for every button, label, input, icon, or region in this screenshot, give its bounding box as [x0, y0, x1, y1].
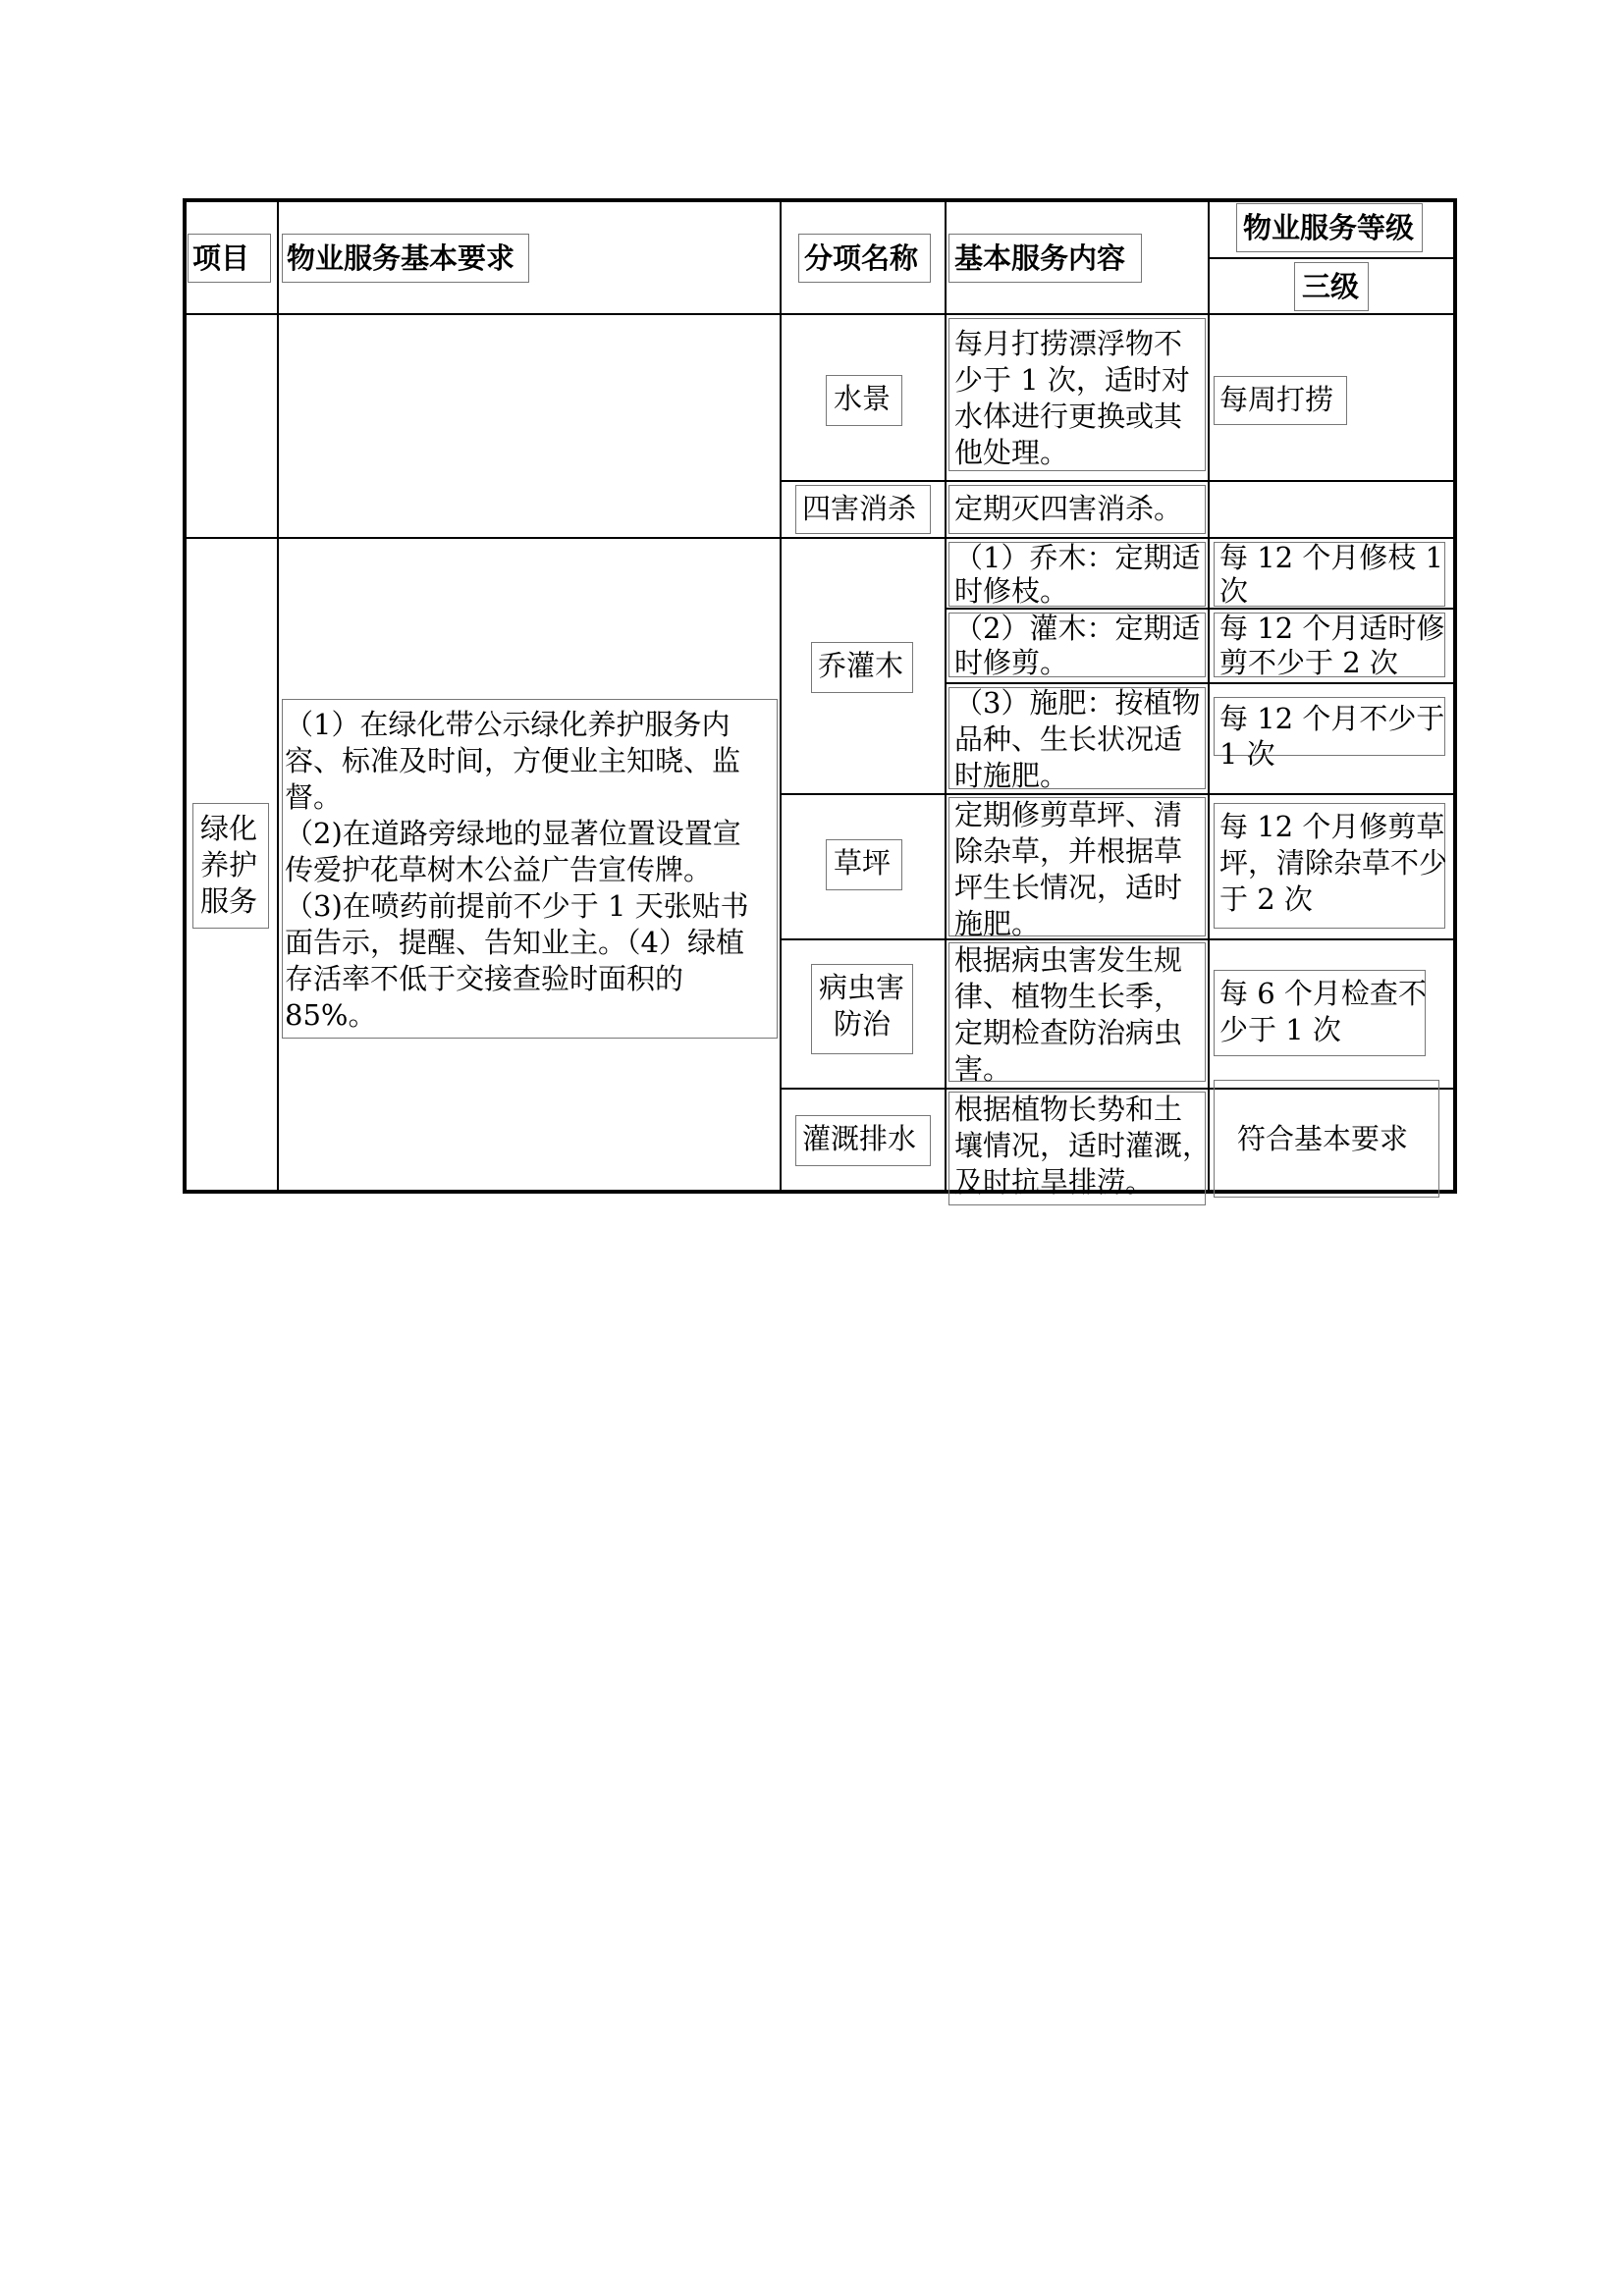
header-item-name: 分项名称	[804, 241, 919, 275]
content-pest-control-line: 律、植物生长季，	[954, 980, 1183, 1013]
level-trees-1-line: 次	[1219, 574, 1249, 608]
content-trees-3-line: 时施肥。	[954, 759, 1069, 792]
item-pest-control-line: 病虫害	[819, 971, 905, 1004]
project-greening-line: 服务	[200, 884, 258, 918]
content-lawn-line: 除杂草，并根据草	[954, 834, 1183, 868]
content-trees-2-line: 时修剪。	[954, 646, 1069, 679]
header-grade: 物业服务等级	[1243, 211, 1415, 244]
content-trees-3-line: 品种、生长状况适	[954, 722, 1183, 756]
header-bottom-line	[183, 313, 1457, 315]
section-divider	[183, 537, 1457, 539]
level-irrigation: 符合基本要求	[1237, 1122, 1409, 1155]
col-divider-3	[945, 198, 947, 1194]
requirements-greening-line: 面告示，提醒、告知业主。（4）绿植	[285, 926, 744, 959]
service-standard-table	[183, 198, 1457, 1199]
content-water-line: 少于 1 次，适时对	[954, 363, 1190, 397]
water-row-divider	[780, 480, 1457, 482]
level-trees-3-line: 每 12 个月不少于	[1219, 702, 1445, 735]
col-divider-2	[780, 198, 782, 1194]
content-water-line: 他处理。	[954, 436, 1069, 469]
project-greening-line: 绿化	[200, 812, 258, 845]
level-pest-control-line: 每 6 个月检查不	[1219, 977, 1427, 1010]
requirements-greening-line: （1）在绿化带公示绿化养护服务内	[285, 708, 731, 741]
requirements-greening-line: 存活率不低于交接查验时面积的	[285, 962, 684, 995]
content-pest-control-line: 根据病虫害发生规	[954, 943, 1183, 977]
content-lawn-line: 施肥。	[954, 907, 1041, 940]
header-project: 项目	[192, 241, 250, 275]
level-trees-1-line: 每 12 个月修枝 1	[1219, 541, 1444, 574]
level-trees-3-line: 1 次	[1219, 737, 1275, 771]
item-water: 水景	[834, 382, 892, 415]
header-requirements: 物业服务基本要求	[287, 241, 515, 275]
level-water: 每周打捞	[1219, 383, 1334, 416]
table-border-top	[183, 198, 1457, 202]
item-lawn: 草坪	[834, 846, 892, 880]
grade-header-divider	[1208, 257, 1457, 259]
header-content: 基本服务内容	[954, 241, 1126, 275]
table-border-right	[1453, 198, 1457, 1194]
content-trees-3-line: （3）施肥：按植物	[954, 686, 1201, 720]
col-divider-1	[277, 198, 279, 1194]
level-trees-2-line: 剪不少于 2 次	[1219, 646, 1398, 679]
content-trees-2-line: （2）灌木：定期适	[954, 612, 1201, 645]
content-trees-1-line: （1）乔木：定期适	[954, 541, 1201, 574]
content-trees-1-line: 时修枝。	[954, 574, 1069, 608]
shrub-row-divider	[780, 793, 1457, 795]
requirements-greening-line: 督。	[285, 780, 343, 814]
requirements-greening-line: 容、标准及时间，方便业主知晓、监	[285, 744, 741, 777]
level-lawn-line: 坪，清除杂草不少	[1219, 846, 1448, 880]
item-pest-kill: 四害消杀	[802, 492, 917, 525]
level-trees-2-line: 每 12 个月适时修	[1219, 612, 1445, 645]
shrub-sub-divider-2	[945, 682, 1457, 684]
content-irrigation-line: 及时抗旱排涝。	[954, 1165, 1155, 1199]
requirements-greening-line: 85%。	[285, 998, 377, 1032]
item-irrigation: 灌溉排水	[802, 1122, 917, 1155]
item-trees: 乔灌木	[818, 649, 904, 682]
content-irrigation-line: 根据植物长势和土	[954, 1093, 1183, 1126]
requirements-greening-line: （2)在道路旁绿地的显著位置设置宣	[285, 817, 741, 850]
content-irrigation-line: 壤情况，适时灌溉，	[954, 1129, 1212, 1162]
table-border-left	[183, 198, 187, 1194]
item-pest-control-line: 防治	[834, 1007, 892, 1041]
level-lawn-line: 于 2 次	[1219, 882, 1313, 916]
project-greening-line: 养护	[200, 848, 258, 881]
requirements-greening-line: （3)在喷药前提前不少于 1 天张贴书	[285, 889, 749, 923]
content-lawn-line: 坪生长情况，适时	[954, 871, 1183, 904]
content-pest-kill: 定期灭四害消杀。	[954, 492, 1183, 525]
lawn-row-divider	[780, 938, 1457, 940]
requirements-greening-line: 传爱护花草树木公益广告宣传牌。	[285, 853, 713, 886]
level-pest-control-line: 少于 1 次	[1219, 1013, 1341, 1046]
content-water-line: 每月打捞漂浮物不	[954, 327, 1183, 360]
header-level: 三级	[1302, 270, 1360, 303]
level-lawn-line: 每 12 个月修剪草	[1219, 810, 1445, 843]
content-pest-control-line: 定期检查防治病虫	[954, 1016, 1183, 1049]
col-divider-4	[1208, 198, 1210, 1194]
content-water-line: 水体进行更换或其	[954, 400, 1183, 433]
content-pest-control-line: 害。	[954, 1052, 1012, 1086]
content-lawn-line: 定期修剪草坪、清	[954, 798, 1183, 831]
